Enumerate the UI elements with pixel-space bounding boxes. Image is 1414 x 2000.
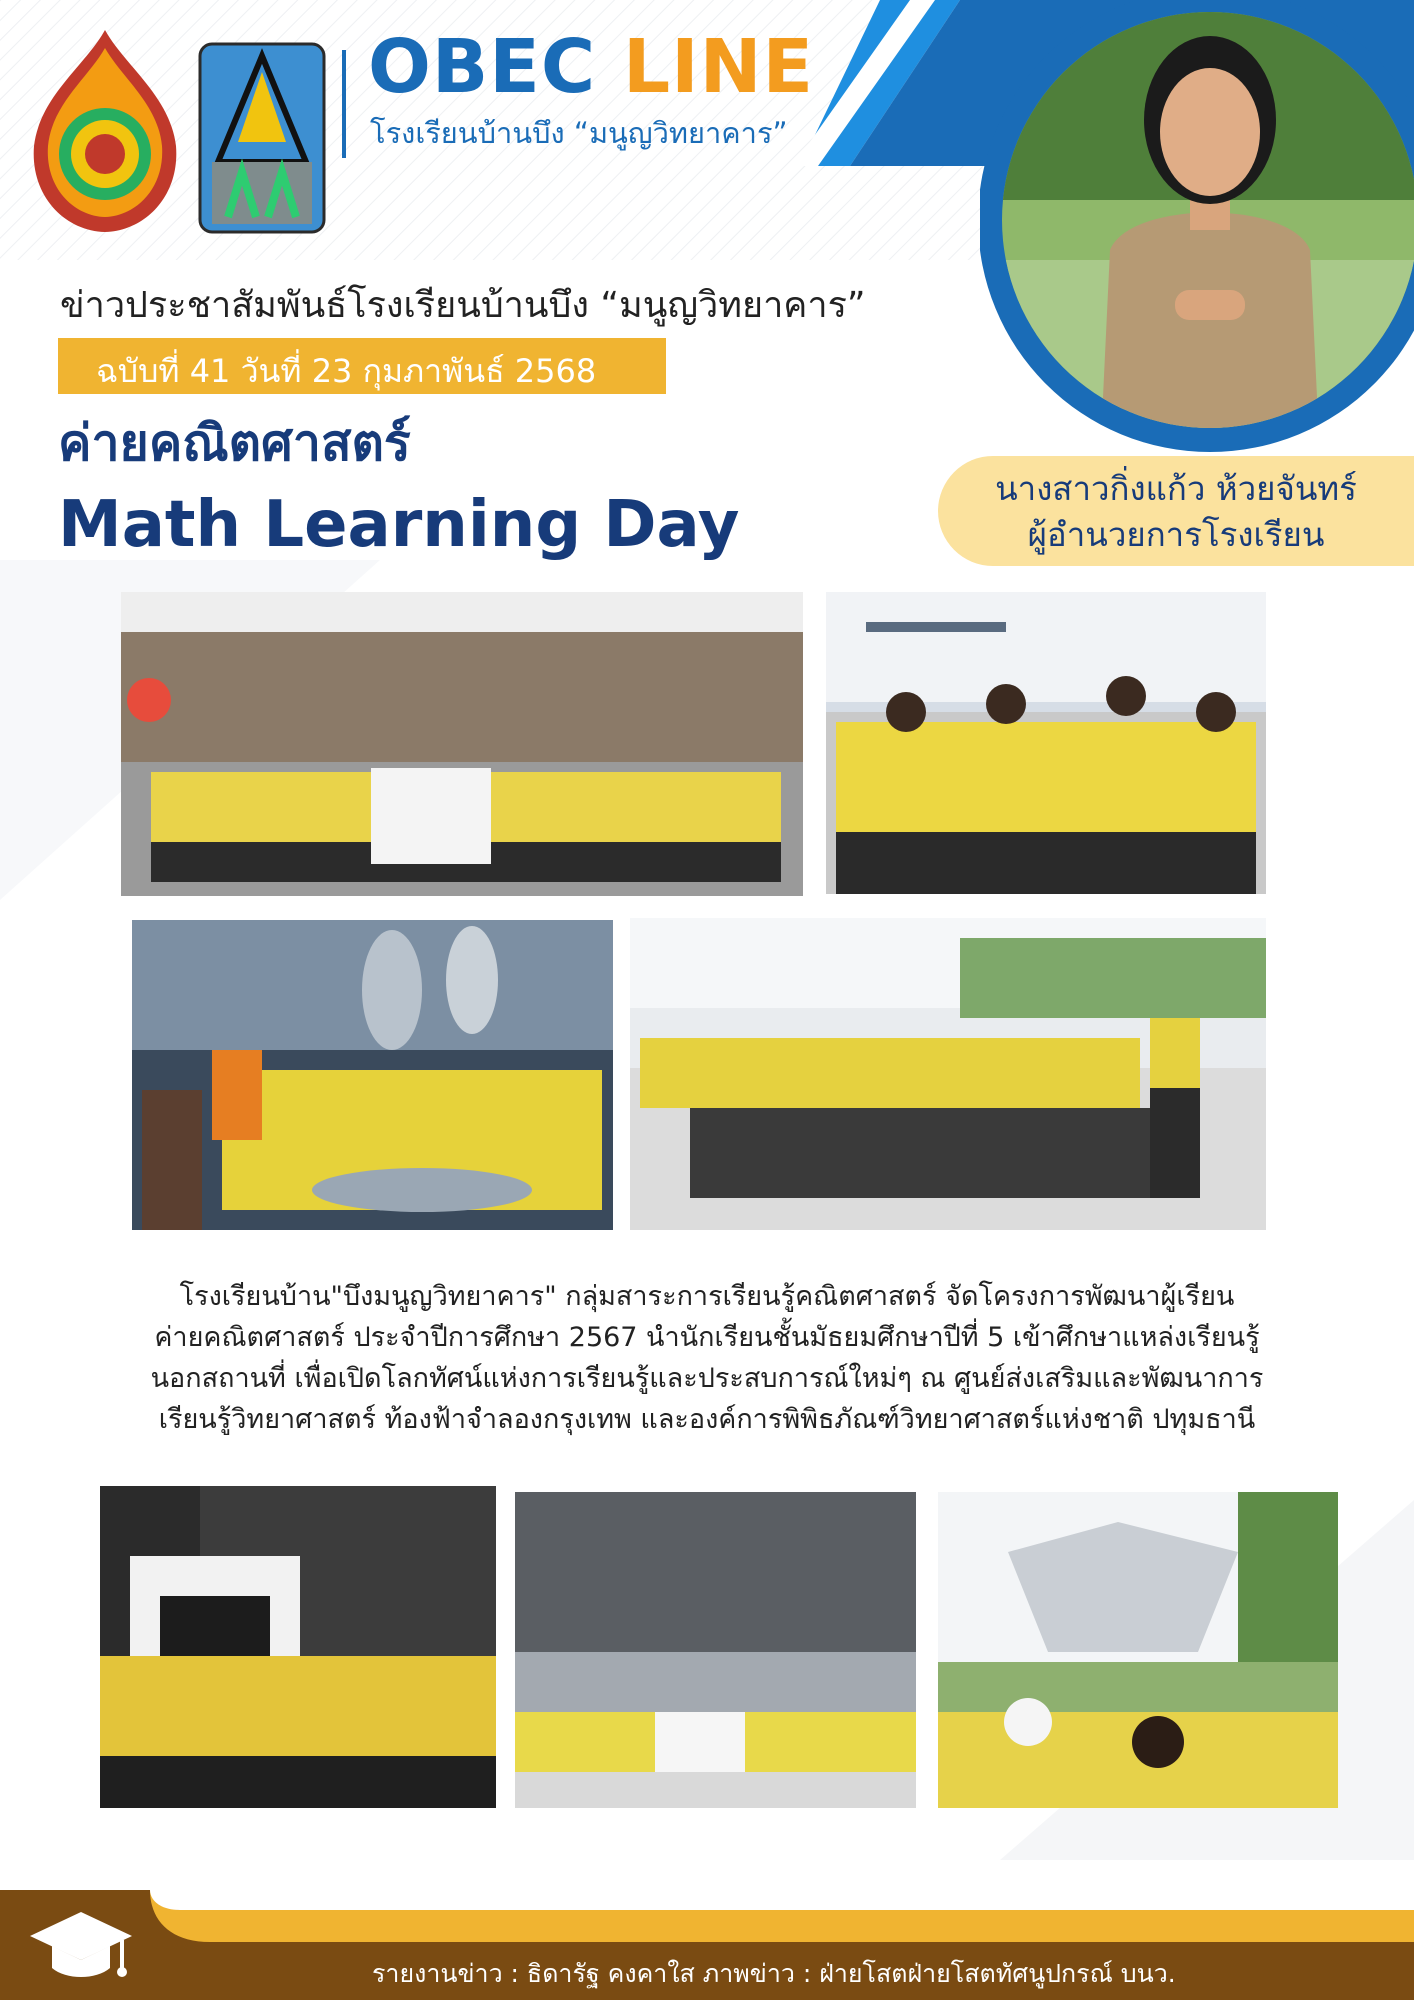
director-position: ผู้อำนวยการโรงเรียน — [1027, 515, 1325, 554]
body-line: โรงเรียนบ้าน"บึงมนูญวิทยาคาร" กลุ่มสาระการเรียนรู้คณิตศาสตร์ จัดโครงการพัฒนาผู้เรียน — [179, 1281, 1235, 1312]
students-sitting-courtyard — [630, 918, 1266, 1230]
brand-subtitle: โรงเรียนบ้านบึง “มนูญวิทยาคาร” — [370, 116, 788, 150]
footer-credit: รายงานข่าว : ธิดารัฐ คงคาใส ภาพข่าว : ฝ่ายโสตฝ่ายโสตทัศนูปกรณ์ บนว. — [372, 1959, 1176, 1988]
brand-title-obec: OBEC — [368, 24, 597, 110]
group-photo-planetarium-sign — [121, 592, 803, 896]
director-name: นางสาวกิ่งแก้ว ห้วยจันทร์ — [995, 469, 1357, 508]
headline-english: Math Learning Day — [58, 488, 740, 562]
newsletter-title: ข่าวประชาสัมพันธ์โรงเรียนบ้านบึง “มนูญวิทยาคาร” — [60, 285, 866, 326]
school-emblem-logo — [198, 42, 326, 234]
students-outside-science-museum — [938, 1492, 1338, 1808]
body-line: นอกสถานที่ เพื่อเปิดโลกทัศน์แห่งการเรียนรู้และประสบการณ์ใหม่ๆ ณ ศูนย์ส่งเสริมและพัฒนาการ — [150, 1363, 1264, 1394]
body-line: ค่ายคณิตศาสตร์ ประจำปีการศึกษา 2567 นำนักเรียนชั้นมัธยมศึกษาปีที่ 5 เข้าศึกษาแหล่งเรียนรู้ — [154, 1322, 1260, 1353]
brand-title-line: LINE — [622, 24, 815, 110]
headline-thai: ค่ายคณิตศาสตร์ — [58, 414, 411, 472]
brand-title — [368, 24, 814, 110]
group-photo-building-entrance — [515, 1492, 916, 1808]
brand-divider — [342, 50, 346, 158]
group-photo-exhibit-hall — [100, 1486, 496, 1808]
group-photo-museum-entrance — [826, 592, 1266, 894]
article-body — [90, 1276, 1324, 1440]
director-portrait — [980, 0, 1414, 460]
body-line: เรียนรู้วิทยาศาสตร์ ท้องฟ้าจำลองกรุงเทพ และองค์การพิพิธภัณฑ์วิทยาศาสตร์แห่งชาติ ปทุมธานี — [158, 1404, 1256, 1435]
graduation-cap-icon — [26, 1906, 136, 1986]
issue-text: ฉบับที่ 41 วันที่ 23 กุมภาพันธ์ 2568 — [96, 352, 597, 390]
students-at-exhibit — [132, 920, 613, 1230]
obec-emblem-logo — [30, 26, 180, 236]
